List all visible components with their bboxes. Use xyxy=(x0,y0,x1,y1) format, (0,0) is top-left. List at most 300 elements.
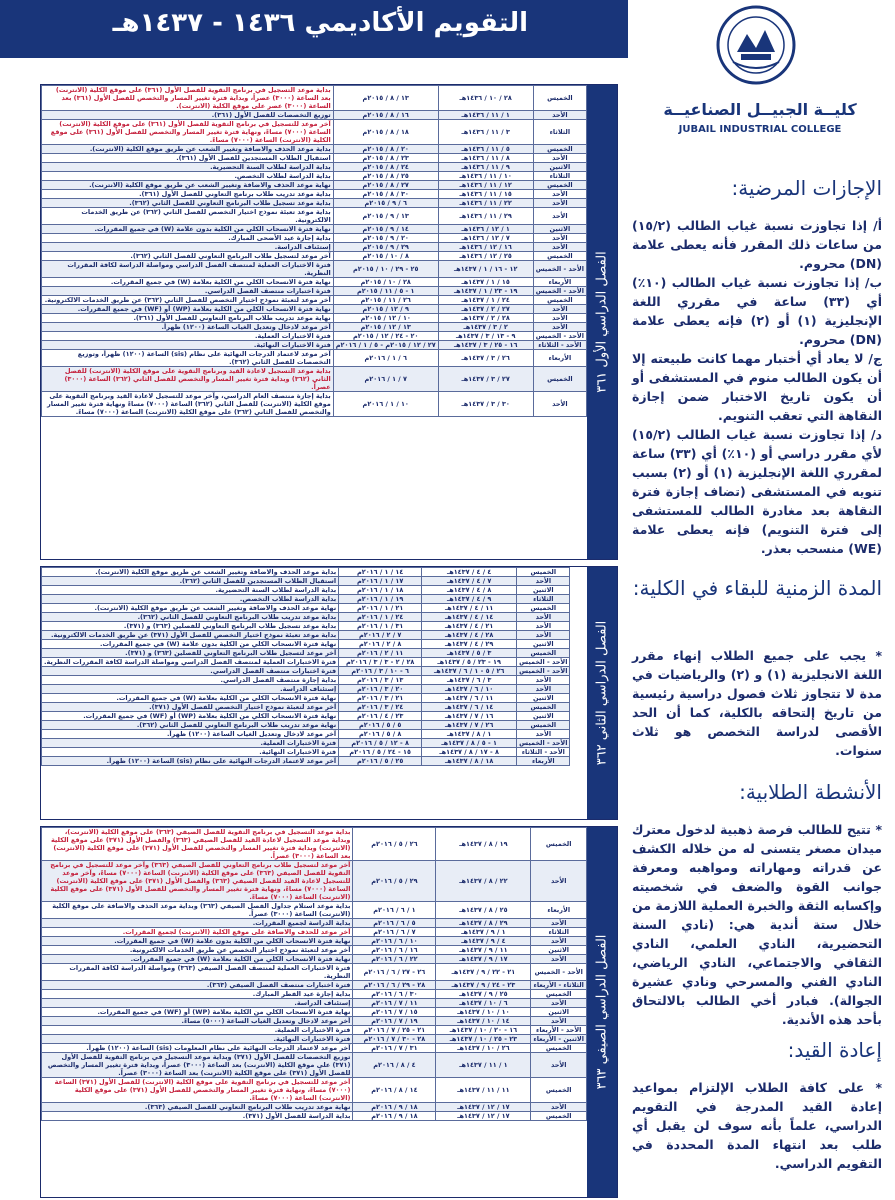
table-row xyxy=(42,964,587,981)
event-cell: بداية موعد استلام جداول الفصل الصيفي (٣٦٣) وبداية موعد الحذف والاضافة على موقع الكلية (الانترنت) الساعة (٣٠٠٠) عصراً. xyxy=(42,902,353,919)
event-cell: بداية موعد تعبئة نموذج اختيار التخصص للفصل الأول (٣٧١) عن طريق الخدمات الالكترونية. xyxy=(42,631,339,640)
day-cell: الأحد - الخميس xyxy=(533,332,586,341)
day-cell: الأحد xyxy=(517,577,570,586)
hijri-date-cell: ١٥ / ١ / ١٤٣٧هـ xyxy=(438,278,533,287)
event-cell: فترة الاختبارات العملية لمنتصف الفصل الدراسي ومواصلة الدراسة لكافة المقررات النظرية. xyxy=(42,658,339,667)
table-row xyxy=(42,392,587,417)
gregorian-date-cell: ٢٥ / ٨ / ٢٠١٥م xyxy=(333,172,438,181)
day-cell: الاثنين xyxy=(517,694,570,703)
day-cell: الأحد xyxy=(517,676,570,685)
hijri-date-cell: ١٧ / ١٢ / ١٤٣٧هـ xyxy=(436,1112,531,1121)
table-row xyxy=(42,1103,587,1112)
gregorian-date-cell: ٢٤ / ١ / ٢٠١٦م xyxy=(339,613,422,622)
day-cell: الأحد xyxy=(531,937,587,946)
day-cell: الخميس xyxy=(517,721,570,730)
gregorian-date-cell: ٢٦ / ١١ / ٢٠١٥م xyxy=(333,296,438,305)
hijri-date-cell: ١١ / ١١ / ١٤٣٧هـ xyxy=(436,1078,531,1103)
hijri-date-cell: ٢٦ / ٣ / ١٤٣٧هـ xyxy=(438,350,533,367)
table-row xyxy=(42,955,587,964)
gregorian-date-cell: ١٣ / ٣ / ٢٠١٦م xyxy=(339,676,422,685)
hijri-date-cell: ١ / ١١ / ١٤٣٧هـ xyxy=(436,1053,531,1078)
hijri-date-cell: ٩ / ١١ / ١٤٣٦هـ xyxy=(438,163,533,172)
table-row xyxy=(42,946,587,955)
hijri-date-cell: ٢٥ / ٨ / ١٤٣٧هـ xyxy=(436,902,531,919)
hijri-date-cell: ٨ - ١٧ / ٨ / ١٤٣٧هـ xyxy=(422,748,517,757)
sick-leave-paragraph: د/ إذا تجاوزت نسبة غياب الطالب (١٥/٢) لأي مقرر دراسي أو (١٠٪) أي (٣٣) ساعة لمقرري اللغة الإنجليزية (١) أو (٢) بسبب تنويه في المستشفى (تضاف إجازة فترة النقاهة بعد مغادرة الطالب للمستشفى إلى فترة التنويم) فإنه يعطى علامة (WE) منسحب بعذر. xyxy=(632,427,883,556)
gregorian-date-cell: ٢٥ / ٥ / ٢٠١٦م xyxy=(339,757,422,766)
hijri-date-cell: ٤ / ٤ / ١٤٣٧هـ xyxy=(422,568,517,577)
event-cell: آخر موعد لتسجيل طلاب البرنامج التعاوني للفصلين (٣٦٣) و (٣٧١). xyxy=(42,649,339,658)
gregorian-date-cell: ٢٦ / ٥ / ٢٠١٦م xyxy=(353,828,436,861)
day-cell: الأحد - الخميس xyxy=(533,287,586,296)
day-cell: الخميس xyxy=(517,703,570,712)
gregorian-date-cell: ٢٣ / ٨ / ٢٠١٥م xyxy=(333,154,438,163)
event-cell: نهاية فترة الانسحاب الكلي من الكلية بعلامة (W) في جميع المقررات. xyxy=(42,278,334,287)
table-row xyxy=(42,1112,587,1121)
event-cell: فترة الاختبارات العملية. xyxy=(42,332,334,341)
activities-title: الأنشطة الطلابية: xyxy=(739,780,882,804)
gregorian-date-cell: ١٤ / ٨ / ٢٠١٦م xyxy=(353,1078,436,1103)
table-row xyxy=(42,658,570,667)
gregorian-date-cell: ٥ / ٦ / ٢٠١٦م xyxy=(353,919,436,928)
hijri-date-cell: ١ / ٨ / ١٤٣٧هـ xyxy=(422,730,517,739)
gregorian-date-cell: ١٣ / ٩ / ٢٠١٥م xyxy=(333,208,438,225)
event-cell: بداية موعد تدريب طلاب برنامج التعاوني للفصل الأول (٣٦١). xyxy=(42,190,334,199)
gregorian-date-cell: ١٠ / ٦ / ٢٠١٦م xyxy=(353,937,436,946)
hijri-date-cell: ٢١ - ٢٢ / ٩ / ١٤٣٧هـ xyxy=(436,964,531,981)
hijri-date-cell: ١٩ - ٢٣ / ١ / ١٤٣٧هـ xyxy=(438,287,533,296)
event-cell: نهاية موعد الحذف والاضافة وتغيير الشعب عن طريق موقع الكلية (الانترنت). xyxy=(42,181,334,190)
day-cell: الأحد xyxy=(533,190,586,199)
day-cell: الأحد - الثلاثاء xyxy=(517,748,570,757)
table-row xyxy=(42,1035,587,1044)
semester-3-table xyxy=(41,827,587,1121)
event-cell: إستئناف الدراسة. xyxy=(42,685,339,694)
table-row xyxy=(42,296,587,305)
hijri-date-cell: ٤ / ٩ / ١٤٣٧هـ xyxy=(436,937,531,946)
day-cell: الثلاثاء xyxy=(533,120,586,145)
hijri-date-cell: ١٨ / ٨ / ١٤٣٧هـ xyxy=(422,757,517,766)
hijri-date-cell: ٣ / ٥ / ١٤٣٧هـ xyxy=(422,649,517,658)
hijri-date-cell: ٣٠ / ٣ / ١٤٣٧هـ xyxy=(438,392,533,417)
day-cell: الأحد xyxy=(533,111,586,120)
hijri-date-cell: ٨ / ٤ / ١٤٣٧هـ xyxy=(422,586,517,595)
event-cell: نهاية فترة الانسحاب الكلي من الكلية بدون علامة (W) في جميع المقررات. xyxy=(42,937,353,946)
reenroll-paragraph: * على كافة الطلاب الإلتزام بمواعيد إعادة القيد المدرجة في التقويم الدراسي، علماً بأنه سوف لن يقبل أي طلب بعد انتهاء المدة المحددة في التقويم الدراسي. xyxy=(632,1080,882,1171)
gregorian-date-cell: ٢١ / ٣ / ٢٠١٦م xyxy=(339,694,422,703)
hijri-date-cell: ١٥ / ١١ / ١٤٣٦هـ xyxy=(438,190,533,199)
gregorian-date-cell: ٧ / ٢ / ٢٠١٦م xyxy=(339,631,422,640)
gregorian-date-cell: ٨ / ٥ / ٢٠١٦م xyxy=(339,730,422,739)
table-row xyxy=(42,676,570,685)
hijri-date-cell: ١١ / ٤ / ١٤٣٧هـ xyxy=(422,604,517,613)
event-cell: فترة اختبارات منتصف الفصل الدراسي. xyxy=(42,287,334,296)
day-cell: الأحد xyxy=(531,1103,587,1112)
event-cell: نهاية فترة الانسحاب الكلي من الكلية بعلامة (WP) أو (WF) في جميع المقررات. xyxy=(42,1008,353,1017)
hijri-date-cell: ١٧ / ٩ / ١٤٣٧هـ xyxy=(436,955,531,964)
semester-3-label: الفصل الدراسي الصيفي ٣٦٣ xyxy=(594,934,610,1090)
day-cell: الأحد xyxy=(531,861,587,902)
event-cell: بداية إجازة منتصف العام الدراسي، وآخر موعد للتسجيل لاعادة القيد وبرنامج التقوية على موقع الكلية (الانترنت) للفصل الثاني (٣٦٢) الساعة (٧٠٠٠) مساءً ونهاية فترة تغيير المسار والتخصص للفصل الثاني (٣٦٢) على موقع الكلية (الانترنت) الساعة (٧٠٠٠) مساءً. xyxy=(42,392,334,417)
gregorian-date-cell: ٧ / ٦ / ٢٠١٦م xyxy=(353,928,436,937)
semester-2-label: الفصل الدراسي الثاني ٣٦٢ xyxy=(594,620,610,766)
event-cell: بداية الدراسة لطلاب التخصص. xyxy=(42,172,334,181)
event-cell: توزيع التخصصات للفصل الأول (٣٦١). xyxy=(42,111,334,120)
event-cell: نهاية موعد الحذف والاضافة وتغيير الشعب عن طريق موقع الكلية (الانترنت). xyxy=(42,604,339,613)
gregorian-date-cell: ١٣ / ٨ / ٢٠١٥م xyxy=(333,86,438,111)
gregorian-date-cell: ٢٥ - ٢٩ / ١٠ / ٢٠١٥م xyxy=(333,261,438,278)
day-cell: الأحد xyxy=(531,1053,587,1078)
hijri-date-cell: ١١ / ٩ / ١٤٣٧هـ xyxy=(436,946,531,955)
hijri-date-cell: ١ / ٩ / ١٤٣٧هـ xyxy=(436,928,531,937)
day-cell: الاثنين xyxy=(533,225,586,234)
table-row xyxy=(42,685,570,694)
table-row xyxy=(42,208,587,225)
gregorian-date-cell: ١١ / ٧ / ٢٠١٦م xyxy=(353,999,436,1008)
sick-leave-title: الإجازات المرضية: xyxy=(731,176,882,200)
day-cell: الأحد xyxy=(533,234,586,243)
day-cell: الخميس xyxy=(517,649,570,658)
table-row xyxy=(42,287,587,296)
gregorian-date-cell: ٨ / ٢ / ٢٠١٦م xyxy=(339,640,422,649)
event-cell: فترة الاختبارات العملية لمنتصف الفصل الصيفي (٣٦٣) ومواصلة الدراسة لكافة المقررات النظرية. xyxy=(42,964,353,981)
table-row xyxy=(42,694,570,703)
event-cell: بداية موعد تسجيل طلاب البرنامج التعاوني للفصلين (٣٦٣) و (٣٧١). xyxy=(42,622,339,631)
day-cell: الأحد xyxy=(517,631,570,640)
day-cell: الخميس xyxy=(517,604,570,613)
hijri-date-cell: ٢٢ / ٨ / ١٤٣٧هـ xyxy=(436,861,531,902)
activities-body xyxy=(632,820,882,1029)
day-cell: الأحد xyxy=(531,1017,587,1026)
event-cell: بداية موعد تدريب طلاب البرنامج التعاوني للفصل الثاني (٣٦٢). xyxy=(42,613,339,622)
hijri-date-cell: ١٦ / ٧ / ١٤٣٧هـ xyxy=(422,712,517,721)
event-cell: فترة اختبارات منتصف الفصل الدراسي. xyxy=(42,667,339,676)
table-row xyxy=(42,902,587,919)
event-cell: آخر موعد لادخال وتعديل الغياب الساعة (١٢٠٠) ظهراً. xyxy=(42,323,334,332)
college-logo xyxy=(640,0,895,160)
gregorian-date-cell: ١٤ / ٩ / ٢٠١٥م xyxy=(333,225,438,234)
gregorian-date-cell: ٣١ / ٧ / ٢٠١٦م xyxy=(353,1044,436,1053)
hijri-date-cell: ٧ / ١٢ / ١٤٣٦هـ xyxy=(438,234,533,243)
sick-leave-paragraph: أ/ إذا تجاوزت نسبة غياب الطالب (١٥/٢) من ساعات ذلك المقرر فأنه يعطى علامة (DN) محروم. xyxy=(632,218,882,271)
table-row xyxy=(42,314,587,323)
gregorian-date-cell: ٢٩ / ٥ / ٢٠١٦م xyxy=(353,861,436,902)
hijri-date-cell: ١٢ / ١١ / ١٤٣٦هـ xyxy=(438,181,533,190)
event-cell: بداية موعد التسجيل لاعادة القيد وبرنامج التقوية على موقع الكلية (الانترنت) للفصل الثاني (٣٦٢) وبداية فترة تغيير المسار والتخصص للفصل الثاني (٣٦٢) الساعة (٣٠٠٠) عصراً. xyxy=(42,367,334,392)
table-row xyxy=(42,323,587,332)
sick-leave-paragraph: ج/ لا يعاد أي أختبار مهما كانت طبيعته إلا أن يكون الطالب منوم في المستشفى أو أن يكون تاريخ الاختبار ضمن إجازة النقاهة التي تعقب التنويم. xyxy=(632,351,882,423)
table-row xyxy=(42,981,587,990)
event-cell: نهاية فترة الانسحاب الكلي من الكلية بعلامة (WP) أو (WF) في جميع المقررات. xyxy=(42,712,339,721)
gregorian-date-cell: ٢٠ / ٨ / ٢٠١٥م xyxy=(333,145,438,154)
table-row xyxy=(42,1017,587,1026)
gregorian-date-cell: ١٠ / ١ / ٢٠١٦م xyxy=(333,392,438,417)
hijri-date-cell: ١٩ - ٢٣ / ٥ / ١٤٣٧هـ xyxy=(422,658,517,667)
gregorian-date-cell: ١٩ / ٧ / ٢٠١٦م xyxy=(353,1017,436,1026)
table-row xyxy=(42,190,587,199)
event-cell: نهاية فترة الانسحاب الكلي من الكلية بدون علامة (W) في جميع المقررات. xyxy=(42,225,334,234)
hijri-date-cell: ٢٩ / ١١ / ١٤٣٦هـ xyxy=(438,208,533,225)
event-cell: بداية موعد الحذف والاضافة وتغيير الشعب عن طريق موقع الكلية (الانترنت). xyxy=(42,145,334,154)
hijri-date-cell: ١١ / ٦ / ١٤٣٧هـ xyxy=(422,694,517,703)
gregorian-date-cell: ٣٠ / ٦ / ٢٠١٦م xyxy=(353,990,436,999)
gregorian-date-cell: ١٣ / ١٢ / ٢٠١٥م xyxy=(333,323,438,332)
day-cell: الأحد - الثلاثاء xyxy=(533,341,586,350)
gregorian-date-cell: ٢٠ - ٢٤ / ١٢ / ٢٠١٥م xyxy=(333,332,438,341)
day-cell: الأحد xyxy=(517,685,570,694)
hijri-date-cell: ١٦ - ٢٥ / ٣ / ١٤٣٧هـ xyxy=(438,341,533,350)
hijri-date-cell: ٢٦ / ١٠ / ١٤٣٧هـ xyxy=(436,1044,531,1053)
day-cell: الأحد - الخميس xyxy=(531,964,587,981)
event-cell: آخر موعد لتعبئة نموذج اختيار التخصص للفصل الأول (٣٧١). xyxy=(42,703,339,712)
day-cell: الخميس xyxy=(533,181,586,190)
table-row xyxy=(42,861,587,902)
activities-paragraph: * تتيح للطالب فرصة ذهبية لدخول معترك ميدان مصغر يتسنى له من خلاله الكشف عن قدراته ومهاراته ومواهبه ومعرفة جوانب القوة والضعف في شخصيته وإكسابه الثقة والخبرة العملية اللازمة من خلال ستة أندية هي: (نادي السنة التحضيرية، النادي العلمي، النادي الثقافي والاجتماعي، النادي الرياضي، النادي الفني والمسرحي ونادي عشيرة الجوالة). فبادر أخي الطالب بالالتحاق بأحد هذه الأندية. xyxy=(632,822,882,1027)
table-row xyxy=(42,640,570,649)
gregorian-date-cell: ٣١ / ١ / ٢٠١٦م xyxy=(339,622,422,631)
gregorian-date-cell: ١٩ / ١ / ٢٠١٦م xyxy=(339,595,422,604)
day-cell: الأحد xyxy=(517,613,570,622)
day-cell: الأحد xyxy=(533,323,586,332)
event-cell: فترة الاختبارات النهائية. xyxy=(42,1035,353,1044)
table-row xyxy=(42,154,587,163)
gregorian-date-cell: ٢١ - ٢٥ / ٧ / ٢٠١٦م xyxy=(353,1026,436,1035)
gregorian-date-cell: ٥ / ٥ / ٢٠١٦م xyxy=(339,721,422,730)
day-cell: الاثنين xyxy=(517,712,570,721)
event-cell: نهاية موعد تدريب طلاب البرنامج التعاوني للفصل الصيفي (٣٦٣). xyxy=(42,1103,353,1112)
semester-3-block xyxy=(40,826,618,1198)
gregorian-date-cell: ١٧ / ١ / ٢٠١٦م xyxy=(339,577,422,586)
event-cell: آخر موعد لادخال وتعديل الغياب الساعة (٥٠٠٠) مساءً. xyxy=(42,1017,353,1026)
table-row xyxy=(42,163,587,172)
event-cell: بداية إجازة منتصف الفصل الدراسي. xyxy=(42,676,339,685)
day-cell: الخميس xyxy=(533,367,586,392)
table-row xyxy=(42,667,570,676)
hijri-date-cell: ١٦ - ٢٠ / ١٠ / ١٤٣٧هـ xyxy=(436,1026,531,1035)
day-cell: الاثنين xyxy=(531,1008,587,1017)
hijri-date-cell: ١٤ / ١٠ / ١٤٣٧هـ xyxy=(436,1017,531,1026)
event-cell: بداية موعد تعبئة نموذج اختيار التخصص للفصل الثاني (٣٦٢) عن طريق الخدمات الالكترونية. xyxy=(42,208,334,225)
table-row xyxy=(42,990,587,999)
table-row xyxy=(42,1078,587,1103)
table-row xyxy=(42,234,587,243)
table-row xyxy=(42,243,587,252)
table-row xyxy=(42,730,570,739)
hijri-date-cell: ١٠ / ١١ / ١٤٣٦هـ xyxy=(438,172,533,181)
gregorian-date-cell: ١٨ / ٨ / ٢٠١٥م xyxy=(333,120,438,145)
table-row xyxy=(42,332,587,341)
hijri-date-cell: ١٠ / ٦ / ١٤٣٧هـ xyxy=(422,685,517,694)
table-row xyxy=(42,145,587,154)
day-cell: الأحد xyxy=(533,392,586,417)
event-cell: بداية الدراسة للفصل الأول (٣٧١). xyxy=(42,1112,353,1121)
gregorian-date-cell: ٦ / ١ / ٢٠١٦م xyxy=(333,350,438,367)
day-cell: الاثنين xyxy=(533,163,586,172)
semester-2-block xyxy=(40,566,618,820)
event-cell: فترة اختبارات منتصف الفصل الصيفي (٣٦٣). xyxy=(42,981,353,990)
event-cell: آخر موعد للتسجيل في برنامج التقوية على موقع الكلية (الانترنت) للفصل الأول (٣٧١) الساعة (٧٠٠٠) مساءً، ونهاية فترة تغيير المسار والتخصص للفصل الأول (٣٧١) على موقع الكلية (الانترنت) الساعة (٧٠٠٠) مساءً. xyxy=(42,1078,353,1103)
event-cell: إستئناف الدراسة. xyxy=(42,243,334,252)
duration-body xyxy=(632,646,882,760)
event-cell: آخر موعد للحذف والاضافة على موقع الكلية (الانترنت) لجميع المقررات. xyxy=(42,928,353,937)
table-row xyxy=(42,604,570,613)
hijri-date-cell: ٢٦ / ٥ - ١ / ٦ / ١٤٣٧هـ xyxy=(422,667,517,676)
table-row xyxy=(42,350,587,367)
day-cell: الأربعاء xyxy=(531,902,587,919)
hijri-date-cell: ١٩ / ٨ / ١٤٣٧هـ xyxy=(436,828,531,861)
event-cell: نهاية فترة الانسحاب الكلي من الكلية بعلامة (W) في جميع المقررات. xyxy=(42,694,339,703)
hijri-date-cell: ٣ / ٦ / ١٤٣٧هـ xyxy=(422,676,517,685)
gregorian-date-cell: ٦ / ٩ / ٢٠١٥م xyxy=(333,199,438,208)
table-row xyxy=(42,172,587,181)
college-crest-icon xyxy=(715,4,797,86)
table-row xyxy=(42,120,587,145)
semester-3-label-band xyxy=(587,827,617,1197)
day-cell: الأربعاء xyxy=(533,278,586,287)
table-row xyxy=(42,261,587,278)
day-cell: الخميس xyxy=(531,1078,587,1103)
hijri-date-cell: ١ - ٥ / ٨ / ١٤٣٧هـ xyxy=(422,739,517,748)
day-cell: الخميس xyxy=(533,145,586,154)
table-row xyxy=(42,703,570,712)
hijri-date-cell: ١ / ١٢ / ١٤٣٦هـ xyxy=(438,225,533,234)
gregorian-date-cell: ٢٩ / ٩ / ٢٠١٥م xyxy=(333,243,438,252)
day-cell: الاثنين xyxy=(517,640,570,649)
hijri-date-cell: ٧ / ٤ / ١٤٣٧هـ xyxy=(422,577,517,586)
event-cell: نهاية فترة الانسحاب الكلي من الكلية بدون علامة (W) في جميع المقررات. xyxy=(42,640,339,649)
hijri-date-cell: ٨ / ١١ / ١٤٣٦هـ xyxy=(438,154,533,163)
table-row xyxy=(42,712,570,721)
college-name-english: JUBAIL INDUSTRIAL COLLEGE xyxy=(678,124,842,135)
hijri-date-cell: ٢٨ / ٢ / ١٤٣٧هـ xyxy=(438,314,533,323)
event-cell: بداية إجازة عيد الأضحى المبارك. xyxy=(42,234,334,243)
table-row xyxy=(42,225,587,234)
table-row xyxy=(42,577,570,586)
gregorian-date-cell: ٨ - ١٢ / ٥ / ٢٠١٦م xyxy=(339,739,422,748)
day-cell: الثلاثاء xyxy=(533,172,586,181)
day-cell: الأحد - الخميس xyxy=(517,739,570,748)
event-cell: توزيع التخصصات للفصل الأول (٣٧١) وبداية موعد التسجيل في برنامج التقوية للفصل الأول (٣٧١) على موقع الكلية (الانترنت) بعد الساعة (٣٠٠٠) عصراً، وبداية فترة تغيير المسار والتخصص للفصل الأول (٣٧١) على موقع الكلية (الانترنت) بعد الساعة (٣٠٠٠) عصراً. xyxy=(42,1053,353,1078)
event-cell: نهاية موعد تدريب طلاب البرنامج التعاوني للفصل الأول (٣٦١). xyxy=(42,314,334,323)
event-cell: بداية موعد التسجيل في برنامج التقوية للفصل الأول (٣٦١) على موقع الكلية (الانترنت) بعد الساعة (٣٠٠٠) عصراً، وبداية فترة تغيير المسار والتخصص للفصل الأول (٣٦١) بعد الساعة (٣٠٠٠) عصر على موقع الكلية (الانترنت). xyxy=(42,86,334,111)
day-cell: الخميس xyxy=(533,86,586,111)
table-row xyxy=(42,111,587,120)
day-cell: الخميس xyxy=(517,568,570,577)
day-cell: الأحد xyxy=(531,999,587,1008)
hijri-date-cell: ٦ / ١٠ / ١٤٣٧هـ xyxy=(436,999,531,1008)
gregorian-date-cell: ١٨ / ٩ / ٢٠١٦م xyxy=(353,1103,436,1112)
reenroll-body xyxy=(632,1078,882,1173)
day-cell: الاثنين xyxy=(531,946,587,955)
gregorian-date-cell: ١٤ / ١ / ٢٠١٦م xyxy=(339,568,422,577)
event-cell: إستئناف الدراسة. xyxy=(42,999,353,1008)
semester-1-label: الفصل الدراسي الأول ٣٦١ xyxy=(594,251,610,393)
semester-1-block xyxy=(40,84,618,560)
event-cell: بداية الدراسة لطلاب السنة التحضيرية. xyxy=(42,586,339,595)
hijri-date-cell: ٢ / ٣ / ١٤٣٧هـ xyxy=(438,323,533,332)
hijri-date-cell: ٢٣ - ٢٥ / ١٠ / ١٤٣٧هـ xyxy=(436,1035,531,1044)
day-cell: الأحد xyxy=(533,199,586,208)
hijri-date-cell: ٥ / ١١ / ١٤٣٦هـ xyxy=(438,145,533,154)
hijri-date-cell: ٢٧ / ٢ / ١٤٣٧هـ xyxy=(438,305,533,314)
day-cell: الاثنين - الأربعاء xyxy=(531,1035,587,1044)
hijri-date-cell: ١٠ / ١٠ / ١٤٣٧هـ xyxy=(436,1008,531,1017)
event-cell: بداية موعد التسجيل في برنامج التقوية للفصل الصيفي (٣٦٣) على موقع الكلية (الانترنت)، وبداية موعد التسجيل لاعادة القيد للفصل الصيفي (٣٦٣) والفصل الأول (٣٧١) على موقع الكلية (الانترنت) وبداية فترة تغيير المسار والتخصص للفصل الأول (٣٧١) على موقع الكلية (الانترنت) بعد الساعة (٣٠٠٠) عصراً. xyxy=(42,828,353,861)
day-cell: الثلاثاء xyxy=(517,595,570,604)
table-row xyxy=(42,586,570,595)
day-cell: الاثنين xyxy=(517,586,570,595)
table-row xyxy=(42,919,587,928)
day-cell: الأحد xyxy=(533,243,586,252)
table-row xyxy=(42,86,587,111)
hijri-date-cell: ١٤ / ٤ / ١٤٣٧هـ xyxy=(422,613,517,622)
gregorian-date-cell: ١٦ / ٦ / ٢٠١٦م xyxy=(353,946,436,955)
semester-1-label-band xyxy=(587,85,617,559)
semester-2-label-band xyxy=(587,567,617,819)
event-cell: بداية الدراسة لطلاب السنة التحضيرية. xyxy=(42,163,334,172)
day-cell: الخميس xyxy=(531,1112,587,1121)
gregorian-date-cell: ٢٧ / ١٢ / ٢٠١٥م - ٥ / ١ / ٢٠١٦م xyxy=(333,341,438,350)
hijri-date-cell: ٢٩ / ٨ / ١٤٣٧هـ xyxy=(436,919,531,928)
day-cell: الثلاثاء - الأربعاء xyxy=(531,981,587,990)
day-cell: الأحد xyxy=(531,955,587,964)
table-row xyxy=(42,595,570,604)
day-cell: الأحد xyxy=(517,730,570,739)
event-cell: آخر موعد لادخال وتعديل الغياب الساعة (١٢٠٠) ظهراً. xyxy=(42,730,339,739)
hijri-date-cell: ١٢ - ١٦ / ١ / ١٤٣٧هـ xyxy=(438,261,533,278)
hijri-date-cell: ٢٩ / ٤ / ١٤٣٧هـ xyxy=(422,640,517,649)
gregorian-date-cell: ١١ / ٢ / ٢٠١٦م xyxy=(339,649,422,658)
gregorian-date-cell: ٦ - ١٠ / ٣ / ٢٠١٦م xyxy=(339,667,422,676)
table-row xyxy=(42,252,587,261)
day-cell: الخميس xyxy=(533,252,586,261)
table-row xyxy=(42,199,587,208)
semester-1-table xyxy=(41,85,587,417)
table-row xyxy=(42,757,570,766)
duration-paragraph: * يجب على جميع الطلاب إنهاء مقرر اللغة الانجليزية (١) و (٢) والرياضيات في مدة لا تتجاوز ثلاث فصول دراسية رئيسية من تاريخ إلتحاقه بالكلية، كما أن الحد الأقصى لدراسة التخصص هو ثلاث سنوات. xyxy=(632,648,882,758)
hijri-date-cell: ١٤ / ٦ / ١٤٣٧هـ xyxy=(422,703,517,712)
day-cell: الأحد - الخميس xyxy=(533,261,586,278)
event-cell: نهاية موعد تدريب طلاب البرنامج التعاوني للفصل الثاني (٣٦٢). xyxy=(42,721,339,730)
hijri-date-cell: ٢٦ / ٧ / ١٤٣٧هـ xyxy=(422,721,517,730)
gregorian-date-cell: ٢٠ / ٩ / ٢٠١٥م xyxy=(333,234,438,243)
event-cell: نهاية فترة الانسحاب الكلي من الكلية بعلامة (WP) أو (WF) في جميع المقررات. xyxy=(42,305,334,314)
gregorian-date-cell: ٢٦ - ٢٧ / ٦ / ٢٠١٦م xyxy=(353,964,436,981)
gregorian-date-cell: ٢٨ / ٢ - ٣ / ٣ / ٢٠١٦م xyxy=(339,658,422,667)
table-row xyxy=(42,613,570,622)
gregorian-date-cell: ٢٣ / ٤ / ٢٠١٦م xyxy=(339,712,422,721)
event-cell: بداية الدراسة لطلاب التخصص. xyxy=(42,595,339,604)
day-cell: الأحد - الخميس xyxy=(517,667,570,676)
table-row xyxy=(42,278,587,287)
event-cell: استقبال الطلاب المستجدين للفصل الأول (٣٦١). xyxy=(42,154,334,163)
day-cell: الأحد xyxy=(533,314,586,323)
calendar-title: التقويم الأكاديمي ١٤٣٦ - ١٤٣٧هـ xyxy=(112,8,528,38)
table-row xyxy=(42,1008,587,1017)
day-cell: الخميس xyxy=(531,828,587,861)
hijri-date-cell: ٢١ / ٤ / ١٤٣٧هـ xyxy=(422,622,517,631)
table-row xyxy=(42,748,570,757)
gregorian-date-cell: ٤ / ٨ / ٢٠١٦م xyxy=(353,1053,436,1078)
gregorian-date-cell: ٢٨ / ١٠ / ٢٠١٥م xyxy=(333,278,438,287)
day-cell: الأحد xyxy=(533,208,586,225)
hijri-date-cell: ٢٨ / ١٠ / ١٤٣٦هـ xyxy=(438,86,533,111)
sick-leave-body xyxy=(632,216,882,558)
event-cell: نهاية فترة الانسحاب الكلي من الكلية بعلامة (W) في جميع المقررات. xyxy=(42,955,353,964)
day-cell: الأحد - الأربعاء xyxy=(531,1026,587,1035)
event-cell: آخر موعد لتسجيل طلاب برنامج التعاوني للفصل الصيفي (٣٦٣) وآخر موعد للتسجيل في برنامج التقوية للفصل الصيفي (٣٦٣) على موقع الكلية (الانترنت) الساعة (٧٠٠٠) مساءً، وآخر موعد للتسجيل لاعادة القيد للفصل الصيفي (٣٦٣) والفصل الأول (٣٧١) على موقع الكلية (الانترنت) الساعة (٧٠٠٠) مساءً، ونهاية فترة تغيير المسار والتخصص للفصل الأول (٣٧١) على موقع الكلية (الانترنت) الساعة (٧٠٠٠) مساءً. xyxy=(42,861,353,902)
gregorian-date-cell: ٧ / ١ / ٢٠١٦م xyxy=(333,367,438,392)
